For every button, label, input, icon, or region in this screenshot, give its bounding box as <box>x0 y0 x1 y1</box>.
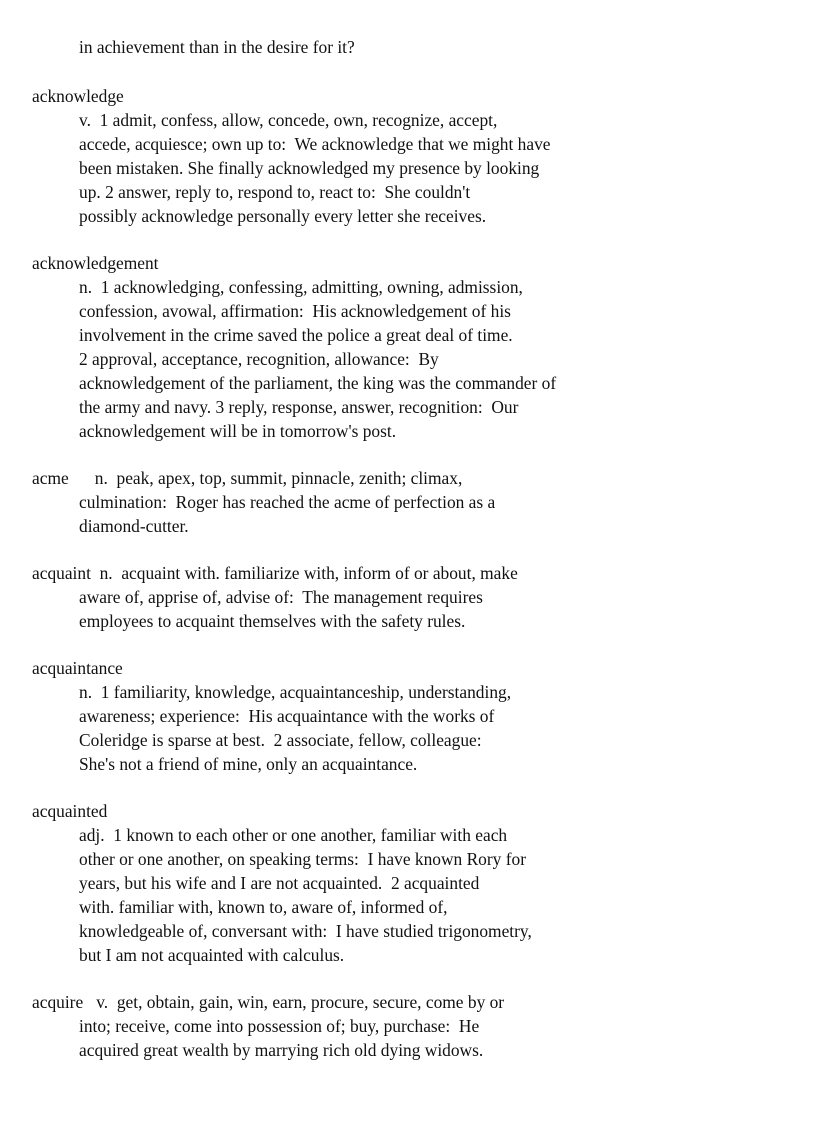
text-line: been mistaken. She finally acknowledged my presence by looking <box>79 158 540 178</box>
text-line: 2 approval, acceptance, recognition, allowance: By <box>79 349 439 369</box>
text-line: v. 1 admit, confess, allow, concede, own, recognize, accept, <box>79 110 498 130</box>
text-line: employees to acquaint themselves with the safety rules. <box>79 611 466 631</box>
text-line: n. 1 acknowledging, confessing, admitting, owning, admission, <box>79 277 523 297</box>
text-line: acquired great wealth by marrying rich old dying widows. <box>79 1040 484 1060</box>
text-line: knowledgeable of, conversant with: I have studied trigonometry, <box>79 921 532 941</box>
text-line: the army and navy. 3 reply, response, answer, recognition: Our <box>79 397 519 417</box>
text-line: awareness; experience: His acquaintance with the works of <box>79 706 495 726</box>
entry-headword: acquaint n. acquaint with. familiarize with, inform of or about, make <box>32 563 518 583</box>
entry-headword: acknowledge <box>32 86 124 106</box>
entry-headword: acme n. peak, apex, top, summit, pinnacle, zenith; climax, <box>32 468 463 488</box>
text-line: Coleridge is sparse at best. 2 associate, fellow, colleague: <box>79 730 482 750</box>
text-line: n. 1 familiarity, knowledge, acquaintanceship, understanding, <box>79 682 512 702</box>
entry-headword: acquaintance <box>32 658 123 678</box>
text-line: up. 2 answer, reply to, respond to, react to: She couldn't <box>79 182 471 202</box>
text-line: diamond-cutter. <box>79 516 189 536</box>
text-line: other or one another, on speaking terms: I have known Rory for <box>79 849 526 869</box>
entry-headword: acquire v. get, obtain, gain, win, earn, procure, secure, come by or <box>32 992 505 1012</box>
text-line: adj. 1 known to each other or one another, familiar with each <box>79 825 508 845</box>
text-line: She's not a friend of mine, only an acquaintance. <box>79 754 418 774</box>
text-line: in achievement than in the desire for it? <box>79 37 355 57</box>
text-line: accede, acquiesce; own up to: We acknowledge that we might have <box>79 134 551 154</box>
text-line: with. familiar with, known to, aware of, informed of, <box>79 897 448 917</box>
text-line: confession, avowal, affirmation: His acknowledgement of his <box>79 301 511 321</box>
text-line: acknowledgement of the parliament, the king was the commander of <box>79 373 557 393</box>
entry-headword: acquainted <box>32 801 108 821</box>
entry-headword: acknowledgement <box>32 253 159 273</box>
text-line: but I am not acquainted with calculus. <box>79 945 345 965</box>
text-line: aware of, apprise of, advise of: The management requires <box>79 587 483 607</box>
text-line: culmination: Roger has reached the acme of perfection as a <box>79 492 496 512</box>
text-line: possibly acknowledge personally every letter she receives. <box>79 206 487 226</box>
text-line: involvement in the crime saved the police a great deal of time. <box>79 325 513 345</box>
text-line: acknowledgement will be in tomorrow's post. <box>79 421 397 441</box>
text-line: years, but his wife and I are not acquainted. 2 acquainted <box>79 873 480 893</box>
text-line: into; receive, come into possession of; buy, purchase: He <box>79 1016 480 1036</box>
